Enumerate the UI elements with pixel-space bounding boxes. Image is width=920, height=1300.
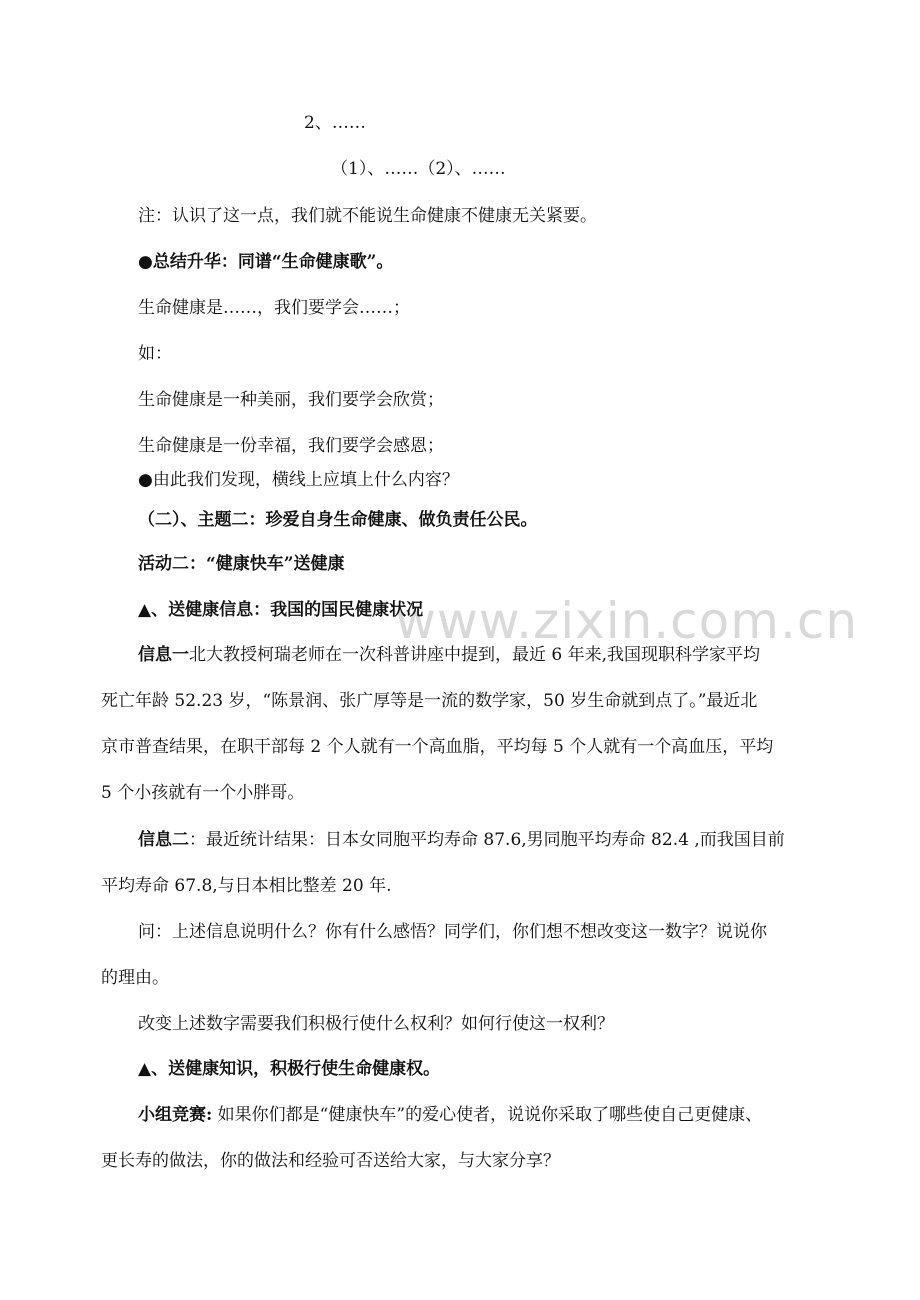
example-line-1: 生命健康是一种美丽，我们要学会欣赏； <box>138 390 444 410</box>
info-two-label: 信息二 <box>138 830 189 850</box>
group-contest-line-2: 更长寿的做法，你的做法和经验可否送给大家，与大家分享？ <box>101 1151 560 1171</box>
activity-two-heading: 活动二：“健康快车”送健康 <box>138 554 345 574</box>
watermark: www.zixin.com.cn <box>395 592 859 650</box>
question-line: ●由此我们发现，横线上应填上什么内容？ <box>138 470 459 490</box>
info-one-line-3: 京市普查结果，在职干部每 2 个人就有一个高血脂，平均每 5 个人就有一个高血压，平均 <box>101 737 774 757</box>
group-contest-label: 小组竞赛: <box>138 1105 213 1125</box>
info-one-line-1 <box>138 643 760 667</box>
info-one-label: 信息一 <box>138 645 189 665</box>
example-line-2: 生命健康是一份幸福，我们要学会感恩； <box>138 436 444 456</box>
discussion-question-line-1: 问：上述信息说明什么？你有什么感悟？同学们，你们想不想改变这一数字？说说你 <box>138 922 767 942</box>
list-item-2: 2、…… <box>304 113 366 133</box>
song-template-line: 生命健康是……，我们要学会……； <box>138 298 410 318</box>
info-one-text: 北大教授柯瑞老师在一次科普讲座中提到，最近 6 年来,我国现职科学家平均 <box>189 645 761 665</box>
group-contest-line-1 <box>138 1103 762 1127</box>
health-knowledge-heading: ▲、送健康知识，积极行使生命健康权。 <box>138 1059 441 1079</box>
group-contest-text: 如果你们都是“健康快车”的爱心使者，说说你采取了哪些使自己更健康、 <box>212 1105 763 1125</box>
info-one-line-4: 5 个小孩就有一个小胖哥。 <box>101 783 305 803</box>
example-label: 如： <box>138 344 172 364</box>
health-info-heading: ▲、送健康信息：我国的国民健康状况 <box>138 600 424 620</box>
info-one-line-2: 死亡年龄 52.23 岁，“陈景润、张广厚等是一流的数学家，50 岁生命就到点了。”最近北 <box>101 691 758 711</box>
theme-two-heading: （二）、主题二：珍爱自身生命健康、做负责任公民。 <box>138 510 538 530</box>
info-two-line-2: 平均寿命 67.8,与日本相比整差 20 年. <box>101 876 392 896</box>
info-two-line-1 <box>138 828 785 852</box>
summary-heading: ●总结升华：同谱“生命健康歌”。 <box>138 252 394 272</box>
rights-question-line: 改变上述数字需要我们积极行使什么权利？如何行使这一权利？ <box>138 1014 614 1034</box>
note-line: 注：认识了这一点，我们就不能说生命健康不健康无关紧要。 <box>138 206 597 226</box>
sub-list-items: （1）、……（2）、…… <box>331 159 506 179</box>
info-two-text: ：最近统计结果：日本女同胞平均寿命 87.6,男同胞平均寿命 82.4 ,而我国目前 <box>189 830 785 850</box>
discussion-question-line-2: 的理由。 <box>101 968 169 988</box>
